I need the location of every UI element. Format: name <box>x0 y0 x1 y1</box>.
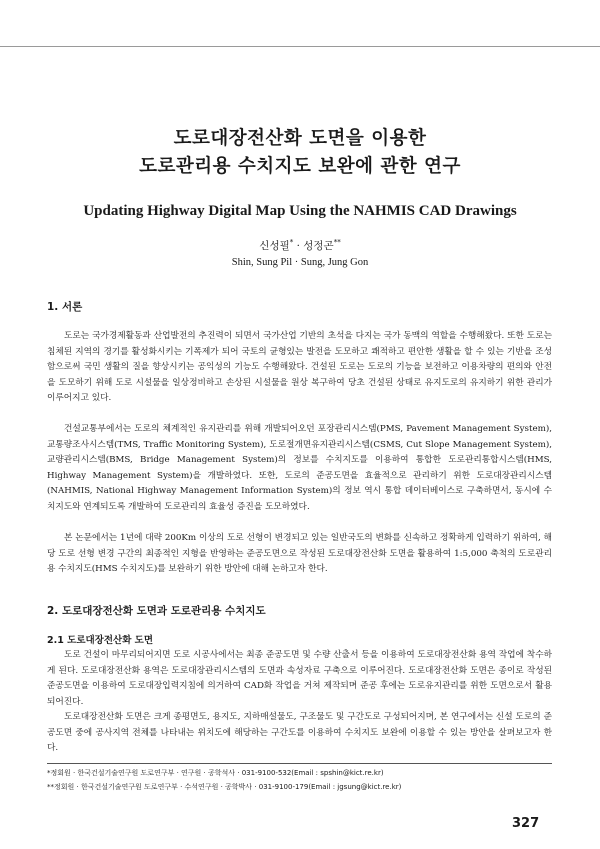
section-2-1-paragraph: 도로 건설이 마무리되어지면 도로 시공사에서는 최종 준공도면 및 수량 산출서 등을 이용하여 도로대장전산화 용역 작업에 착수하게 된다. 도로대장전산화 용역은 도로대장관리시스템의 도면과 속성자료 구축으로 이루어진다. 도로대장전산화 도면은 종이로 작성된 준공도면을 이용하여 도로대장입력지침에 의거하여 CAD화 작업을 거쳐 제작되며 준공 후에는 도로유지관리를 위한 도면으로서 활용되어진다. <box>47 650 552 707</box>
subsection-2-1-heading: 2.1 도로대장전산화 도면 <box>47 635 154 646</box>
section-2-1-paragraph: 도로대장전산화 도면은 크게 종평면도, 용지도, 지하매설물도, 구조물도 및 구간도로 구성되어지며, 본 연구에서는 신설 도로의 준공도면 중에 공사지역 전체를 나타내는 위치도에 해당하는 구간도를 이용하여 수치지도 보완에 이용할 수 있는 방안을 살펴보고자 한다. <box>47 712 552 753</box>
top-rule <box>0 46 600 47</box>
section-1-heading: 1. 서론 <box>47 301 83 313</box>
author-separator: · <box>293 240 304 252</box>
section-1-paragraph: 본 논문에서는 1년에 대략 200Km 이상의 도로 선형이 변경되고 있는 일반국도의 변화를 신속하고 정확하게 입력하기 위하여, 해당 도로 선형 변경 구간의 최종적인 지형을 반영하는 준공도면으로 작성된 도로대장전산화 도면을 활용하여 1:5,000 축척의 도로관리용 수치지도(HMS 수치지도)를 보완하기 위한 방안에 대해 논하고자 한다. <box>47 533 552 574</box>
author-2: 성정곤 <box>303 240 334 252</box>
author-2-mark: ** <box>333 238 341 247</box>
footnote-rule <box>47 763 552 764</box>
title-ko-line1: 도로대장전산화 도면을 이용한 <box>173 128 427 149</box>
authors-english: Shin, Sung Pil · Sung, Jung Gon <box>231 257 369 268</box>
title-ko-line2: 도로관리용 수치지도 보완에 관한 연구 <box>139 156 461 177</box>
page-number: 327 <box>512 816 540 831</box>
section-1-paragraph: 건설교통부에서는 도로의 체계적인 유지관리를 위해 개발되어오던 포장관리시스템(PMS, Pavement Management System), 교통량조사시스템(TMS, Traffic Monitoring System), 도로절개면유지관리시스템(CSMS, Cut Slope Management System), 교량관리시스템(BMS, Bridge Management System)의 정보를 수치지도를 이용하여 통합한 도로관리통합시스템(HMS, Highway Management System)을 개발하였다. 또한, 도로의 준공도면을 효율적으로 관리하기 위한 도로대장관리시스템(NAHMIS, National Highway Management Information System)의 정보 역시 통합 데이터베이스로 구축하면서, 동시에 수치지도와 연계되도록 개발하여 도로관리의 효율성 증진을 도모하였다. <box>47 424 552 512</box>
authors-korean <box>0 238 600 253</box>
title-en: Updating Highway Digital Map Using the NAHMIS CAD Drawings <box>83 203 517 219</box>
footnote-author-1: *정회원 · 한국건설기술연구원 도로연구부 · 연구원 · 공학석사 · 031-9100-532(Email : spshin@kict.re.kr) <box>47 769 384 777</box>
author-1: 신성필 <box>259 240 290 252</box>
author-1-mark: * <box>289 238 294 247</box>
footnote-author-2: **정회원 · 한국건설기술연구원 도로연구부 · 수석연구원 · 공학박사 · 031-9100-179(Email : jgsung@kict.re.kr) <box>47 783 402 791</box>
section-1-paragraph: 도로는 국가경제활동과 산업발전의 추진력이 되면서 국가산업 기반의 초석을 다지는 국가 동맥의 역할을 수행해왔다. 또한 도로는 침체된 지역의 경기를 활성화시키는 기폭제가 되어 국토의 균형있는 발전을 도모하고 쾌적하고 편안한 생활을 할 수 있는 기반을 조성함으로써 국민 생활의 질을 향상시키는 공익성의 기능도 수행해왔다. 건설된 도로는 도로의 기능을 보전하고 이용차량의 편의와 안전을 도모하기 위해 도로 시설물을 일상정비하고 손상된 시설물을 원상 복구하여 당초 건설된 상태로 유지도로의 유지하기 위한 관리가 이루어지고 있다. <box>47 331 552 403</box>
section-2-heading: 2. 도로대장전산화 도면과 도로관리용 수치지도 <box>47 605 266 617</box>
